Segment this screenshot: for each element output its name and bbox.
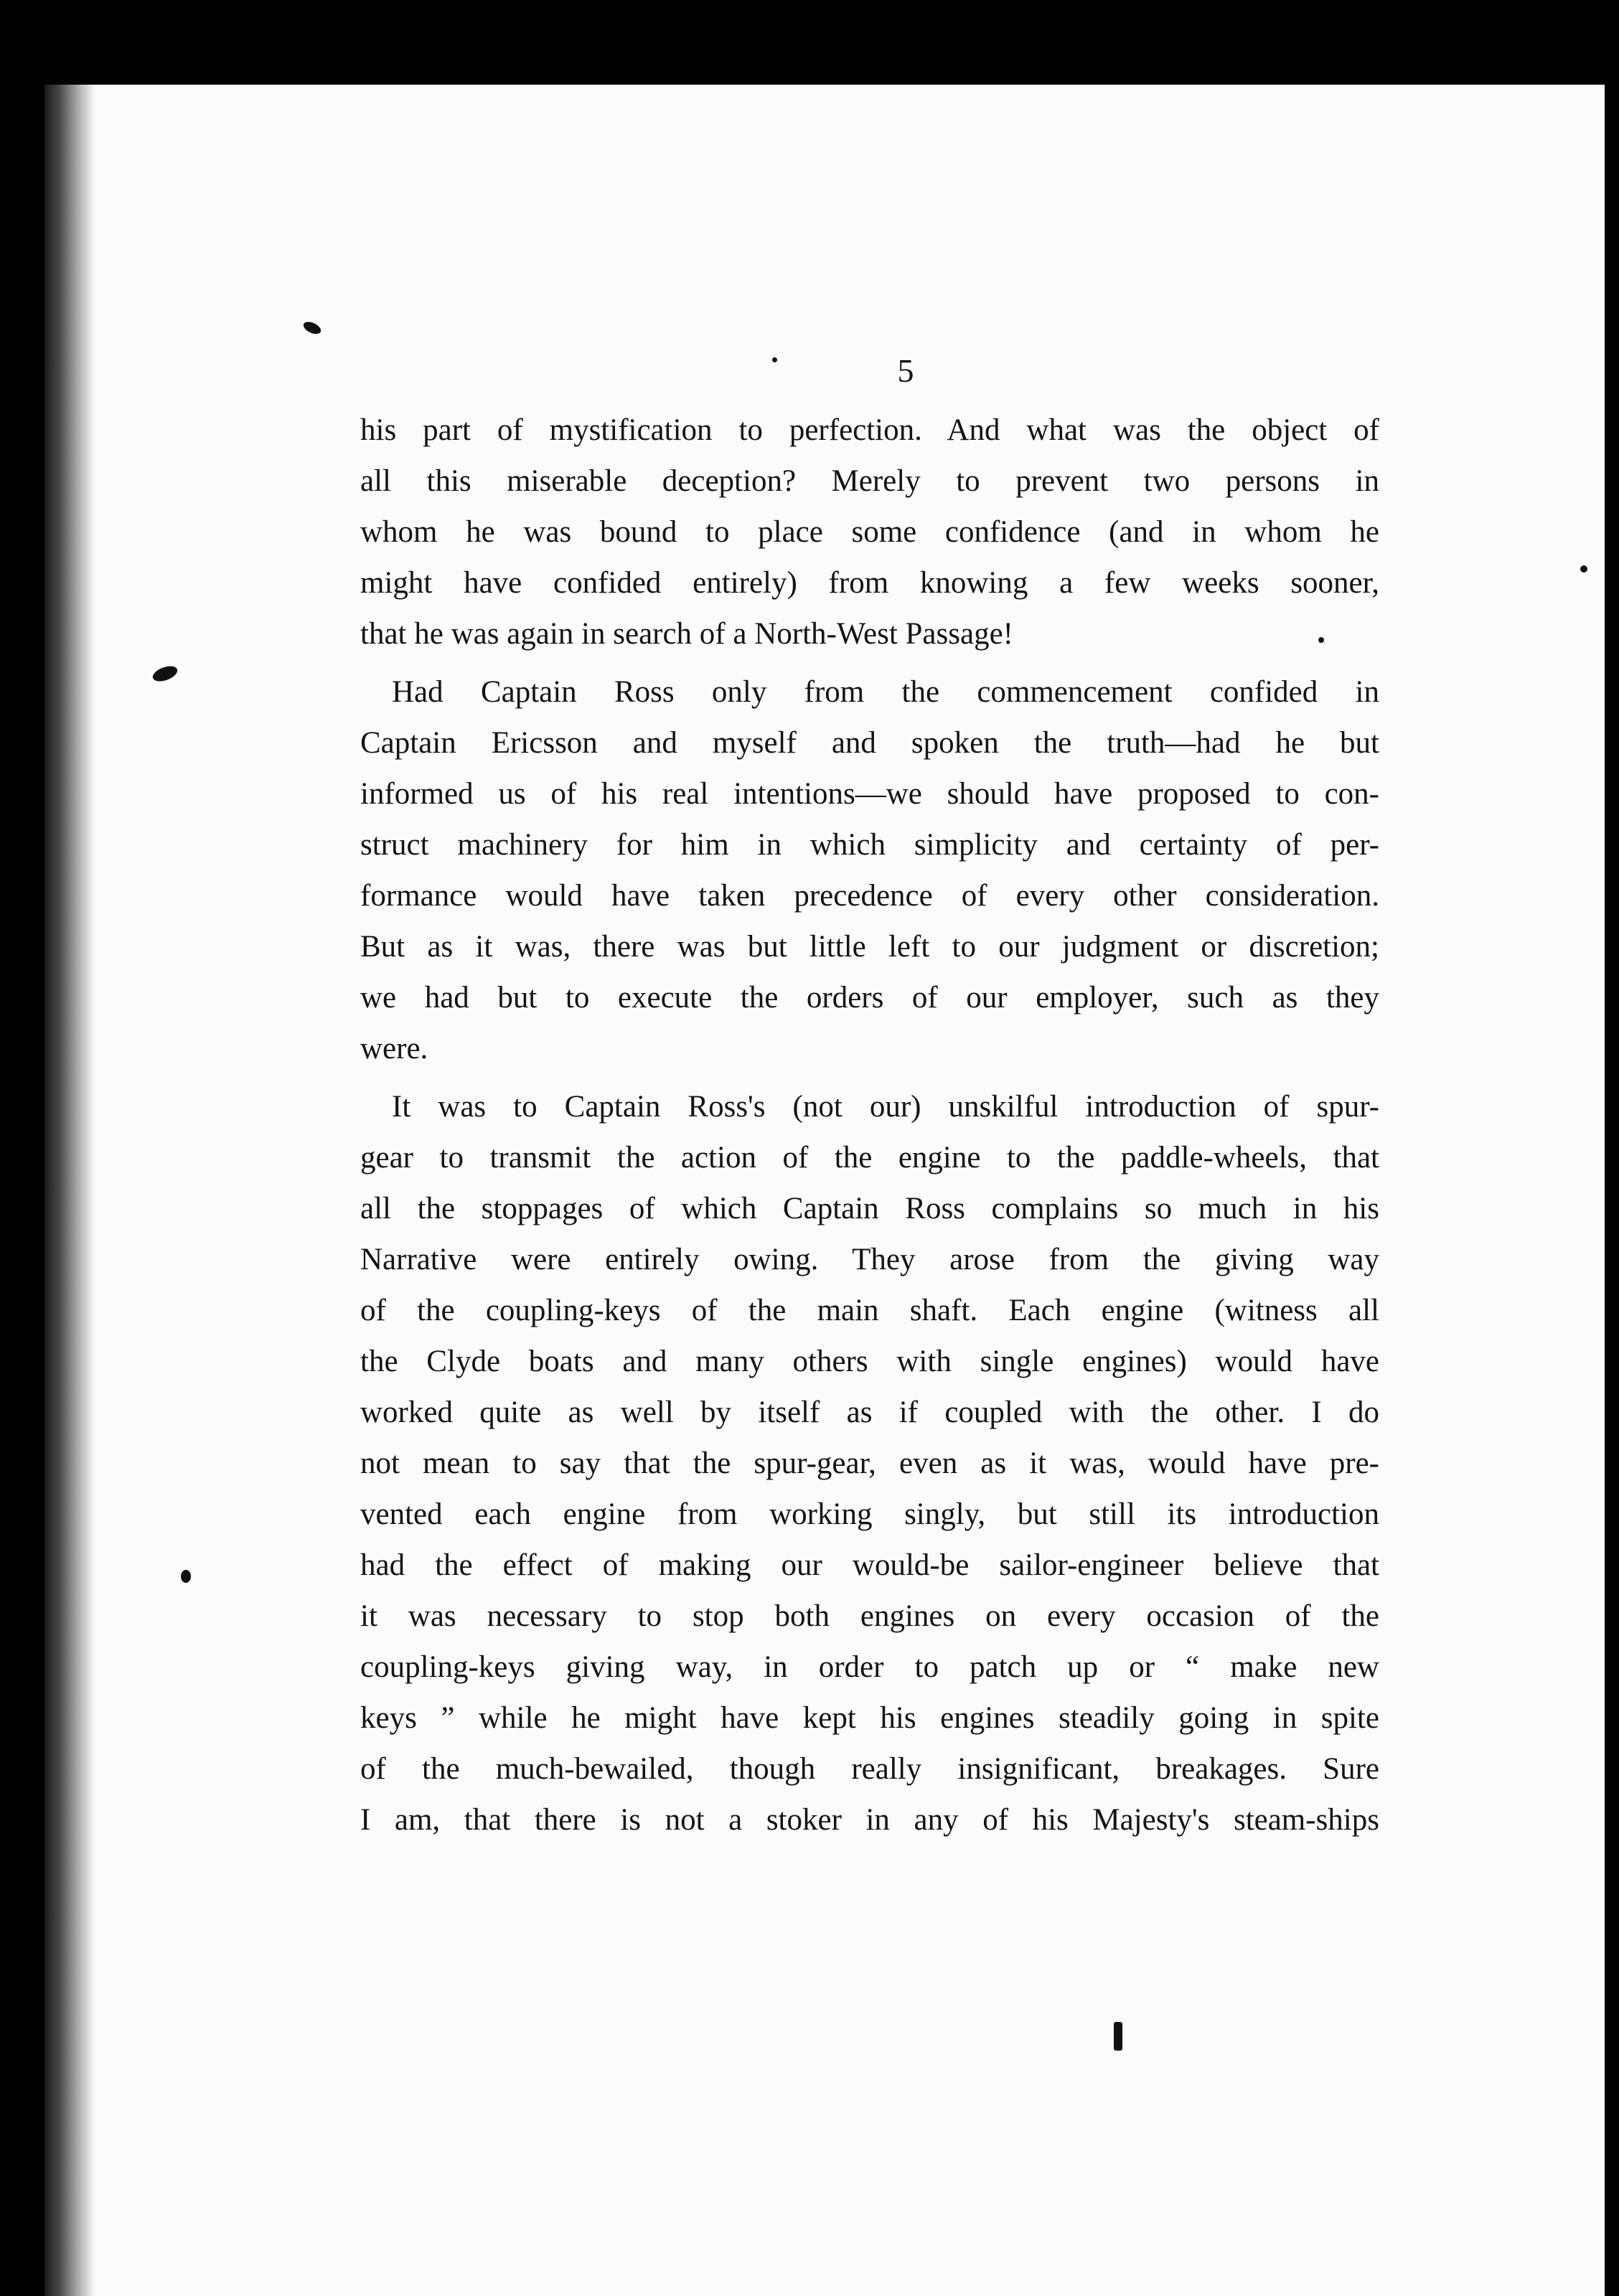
- text-line: the Clyde boats and many others with single engines) would have: [360, 1345, 1379, 1378]
- text-line: coupling-keys giving way, in order to patch up or “ make new: [360, 1650, 1379, 1684]
- scan-speck: [151, 663, 179, 684]
- scan-border-right: [1605, 0, 1619, 2296]
- text-line: had the effect of making our would-be sailor-engineer believe that: [360, 1548, 1379, 1582]
- text-line: his part of mystification to perfection. And what was the object of: [360, 413, 1379, 447]
- text-line: of the coupling-keys of the main shaft. Each engine (witness all: [360, 1294, 1379, 1327]
- scan-speck: [1114, 2022, 1122, 2051]
- text-line: Captain Ericsson and myself and spoken the truth—had he but: [360, 726, 1379, 760]
- paragraph: [360, 667, 1379, 1074]
- text-line: might have confided entirely) from knowing a few weeks sooner,: [360, 566, 1379, 600]
- text-line: formance would have taken precedence of every other consideration.: [360, 879, 1379, 913]
- scan-speck: [181, 1570, 191, 1583]
- scan-border-top: [0, 0, 1619, 85]
- text-line: informed us of his real intentions—we should have proposed to con-: [360, 777, 1379, 811]
- scan-speck: [772, 357, 777, 362]
- text-line: that he was again in search of a North-West Passage!: [360, 617, 1013, 651]
- scan-speck: [1580, 565, 1587, 573]
- body-text: [360, 405, 1379, 1845]
- document-page: [44, 85, 1605, 2296]
- text-line: keys ” while he might have kept his engines steadily going in spite: [360, 1701, 1379, 1735]
- text-line: whom he was bound to place some confidence (and in whom he: [360, 515, 1379, 549]
- text-line: Had Captain Ross only from the commencement confided in: [392, 675, 1379, 709]
- text-line: It was to Captain Ross's (not our) unskilful introduction of spur-: [392, 1090, 1379, 1124]
- text-line: all this miserable deception? Merely to prevent two persons in: [360, 464, 1379, 498]
- page-number: 5: [897, 352, 914, 389]
- text-line: But as it was, there was but little left to our judgment or discretion;: [360, 930, 1379, 964]
- scan-speck: [301, 319, 322, 337]
- text-line: Narrative were entirely owing. They arose from the giving way: [360, 1243, 1379, 1276]
- text-line: not mean to say that the spur-gear, even as it was, would have pre-: [360, 1446, 1379, 1480]
- text-line: were.: [360, 1032, 428, 1065]
- text-line: it was necessary to stop both engines on every occasion of the: [360, 1599, 1379, 1633]
- text-line: I am, that there is not a stoker in any of his Majesty's steam-ships: [360, 1803, 1379, 1837]
- paragraph: [360, 405, 1379, 659]
- text-line: all the stoppages of which Captain Ross complains so much in his: [360, 1192, 1379, 1225]
- text-line: of the much-bewailed, though really insignificant, breakages. Sure: [360, 1752, 1379, 1786]
- text-line: worked quite as well by itself as if coupled with the other. I do: [360, 1396, 1379, 1429]
- text-line: vented each engine from working singly, but still its introduction: [360, 1497, 1379, 1531]
- paragraph: [360, 1081, 1379, 1845]
- page-gutter-shadow: [44, 85, 95, 2296]
- text-line: we had but to execute the orders of our employer, such as they: [360, 981, 1379, 1015]
- text-line: struct machinery for him in which simplicity and certainty of per-: [360, 828, 1379, 862]
- text-line: gear to transmit the action of the engine to the paddle-wheels, that: [360, 1141, 1379, 1175]
